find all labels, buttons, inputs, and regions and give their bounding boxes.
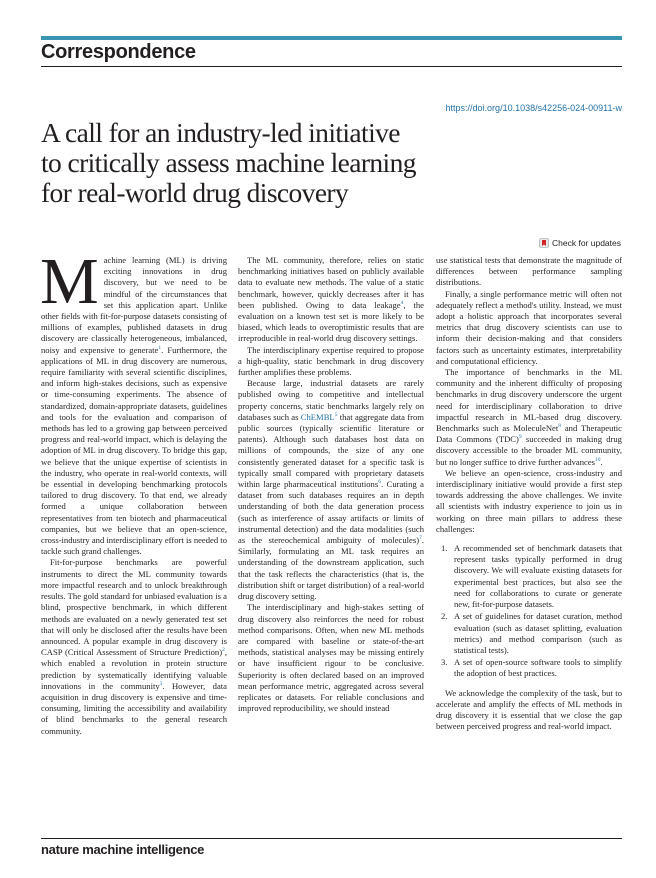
body-paragraph: Machine learning (ML) is driving exciting innovations in drug discovery, but we need to be mindful of the circumstances that set this application apart. Unlike other fields with fit-for-purpose datasets consisting of millions of examples, published datasets in drug discovery are classically heterogeneous, imbalanced, noisy and expensive to generate$^1$. Furthermore, the applications of ML in drug discovery are numerous, require familiarity with several scientific disciplines, and inform high-stakes decisions, such as expensive or time-consuming experiments. The absence of standardized, domain-appropriate datasets, guidelines and tools for the evaluation and comparison of methods has led to a growing gap between perceived progress and real-world impact, which is delaying the adoption of ML in drug discovery. To bridge this gap, we believe that the unique expertise of scientists in the industry, who operate in real-world contexts, will be essential in developing benchmarking protocols tailored to drug discovery. To that end, we already formed a unique collaboration between representatives from ten biotech and pharmaceutical companies, but we believe that an open-science, cross-industry and interdisciplinary effort is needed to tackle such grand challenges. [40, 245, 227, 557]
header-accent-rule [41, 36, 622, 40]
footer-divider [41, 838, 622, 839]
header-divider [41, 66, 622, 67]
body-paragraph: Because large, industrial datasets are rarely published owing to competitive and intellectual property concerns, static benchmarks largely rely on databases such as ChEMBL$^5$ that aggregate data from public sources (typically scientific literature or patents). Although such databases host data on millions of compounds, the size of any one consistently generated dataset for a specific task is typically small compared with proprietary datasets within large pharmaceutical institutions$^6$. Curating a dataset from such databases requires an in depth understanding of both the data generation process (such as interference of assay artifacts or limits of instrumental detection) and the data modalities (such as the stereochemical ambiguity of molecules)$^7$. Similarly, formulating an ML task requires an understanding of the downstream application, such that the task reflects the characteristics (that is, the distribution shift or target distribution) of a real-world drug discovery setting. [238, 378, 424, 602]
article-title [41, 118, 601, 208]
body-paragraph: use statistical tests that demonstrate the magnitude of differences between performance sampling distributions. [436, 255, 622, 288]
section-label: Correspondence [41, 41, 196, 63]
list-item: 3. A set of open-source software tools to simplify the adoption of best practices. [441, 657, 622, 679]
check-for-updates-button[interactable] [539, 238, 621, 248]
body-paragraph: The interdisciplinary expertise required to propose a high-quality, static benchmark in drug discovery further amplifies these problems. [238, 344, 424, 378]
journal-name: nature machine intelligence [41, 842, 205, 857]
title-line: A call for an industry-led initiative [41, 117, 400, 148]
doi-link[interactable]: https://doi.org/10.1038/s42256-024-00911-w [445, 103, 622, 113]
body-column-1 [40, 245, 227, 737]
pillars-list [436, 543, 622, 679]
body-column-3 [436, 255, 622, 732]
title-line: to critically assess machine learning [41, 147, 416, 178]
title-line: for real-world drug discovery [41, 177, 349, 208]
check-for-updates-icon [539, 238, 549, 248]
body-paragraph: The ML community, therefore, relies on static benchmarking initiatives based on publicly available data to evaluate new methods. The value of a static benchmark, however, quickly decreases after it has been published. Owing to data leakage$^4$, the evaluation on a known test set is more likely to be biased, which leads to overoptimistic results that are irreproducible in real-world drug discovery settings. [238, 255, 424, 344]
check-for-updates-label: Check for updates [552, 238, 621, 248]
body-column-2 [238, 255, 424, 714]
body-paragraph: We acknowledge the complexity of the task, but to accelerate and amplify the effects of ML methods in drug discovery it is essential that we close the gap between perceived progress and real-world impact. [436, 687, 622, 732]
body-paragraph: Finally, a single performance metric will often not adequately reflect a method's utility. Instead, we must adopt a holistic approach that incorporates several metrics that drug discovery scientists can use to inform their decision-making and that considers factors such as uncertainty estimates, interpretability and computational efficiency. [436, 288, 622, 366]
list-item: 2. A set of guidelines for dataset curation, method evaluation (such as dataset splitting, evaluation metrics) and method comparison (such as statistical tests). [441, 611, 622, 655]
body-paragraph: The importance of benchmarks in the ML community and the inherent difficulty of proposing benchmarks in drug discovery underscore the urgent need for interdisciplinary collaboration to drive impactful research in ML-based drug discovery. Benchmarks such as MoleculeNet$^8$ and Therapeutic Data Commons (TDC)$^9$ succeeded in making drug discovery accessible to the broader ML community, but no longer suffice to drive further advances$^{10}$. [436, 367, 622, 467]
list-item: 1. A recommended set of benchmark datasets that represent tasks typically performed in drug discovery. We will evaluate existing datasets for experimental best practices, but also see the need for collaborations to curate or generate new, fit-for-purpose datasets. [441, 543, 622, 610]
body-paragraph: The interdisciplinary and high-stakes setting of drug discovery also reinforces the need for robust method comparisons. Often, when new ML methods are compared with baseline or state-of-the-art methods, statistical analyses may be missing entirely or have insufficient rigour to be conclusive. Superiority is often declared based on an improved mean performance metric, aggregated across several replicates or datasets. For reliable conclusions and improved reproducibility, we should instead [238, 602, 424, 714]
chembl-link[interactable]: ChEMBL [300, 411, 335, 422]
body-paragraph: Fit-for-purpose benchmarks are powerful instruments to direct the ML community towards more impactful research and to unlock breakthrough results. The gold standard for unbiased evaluation is a blind, prospective benchmark, in which different methods are evaluated on a newly generated test set that will only be disclosed after the results have been announced. A popular example in drug discovery is CASP (Critical Assessment of Structure Prediction)$^2$, which enabled a revolution in protein structure prediction by systematically identifying valuable innovations in the community$^3$. However, data acquisition in drug discovery is expensive and time-consuming, limiting the accessibility and availability of blind benchmarks to the general research community. [41, 557, 227, 736]
body-paragraph: We believe an open-science, cross-industry and interdisciplinary initiative would provide a first step towards addressing the above challenges. We invite all scientists with industry experience to join us in working on three main pillars to address these challenges: [436, 467, 622, 534]
dropcap: M [40, 245, 99, 318]
